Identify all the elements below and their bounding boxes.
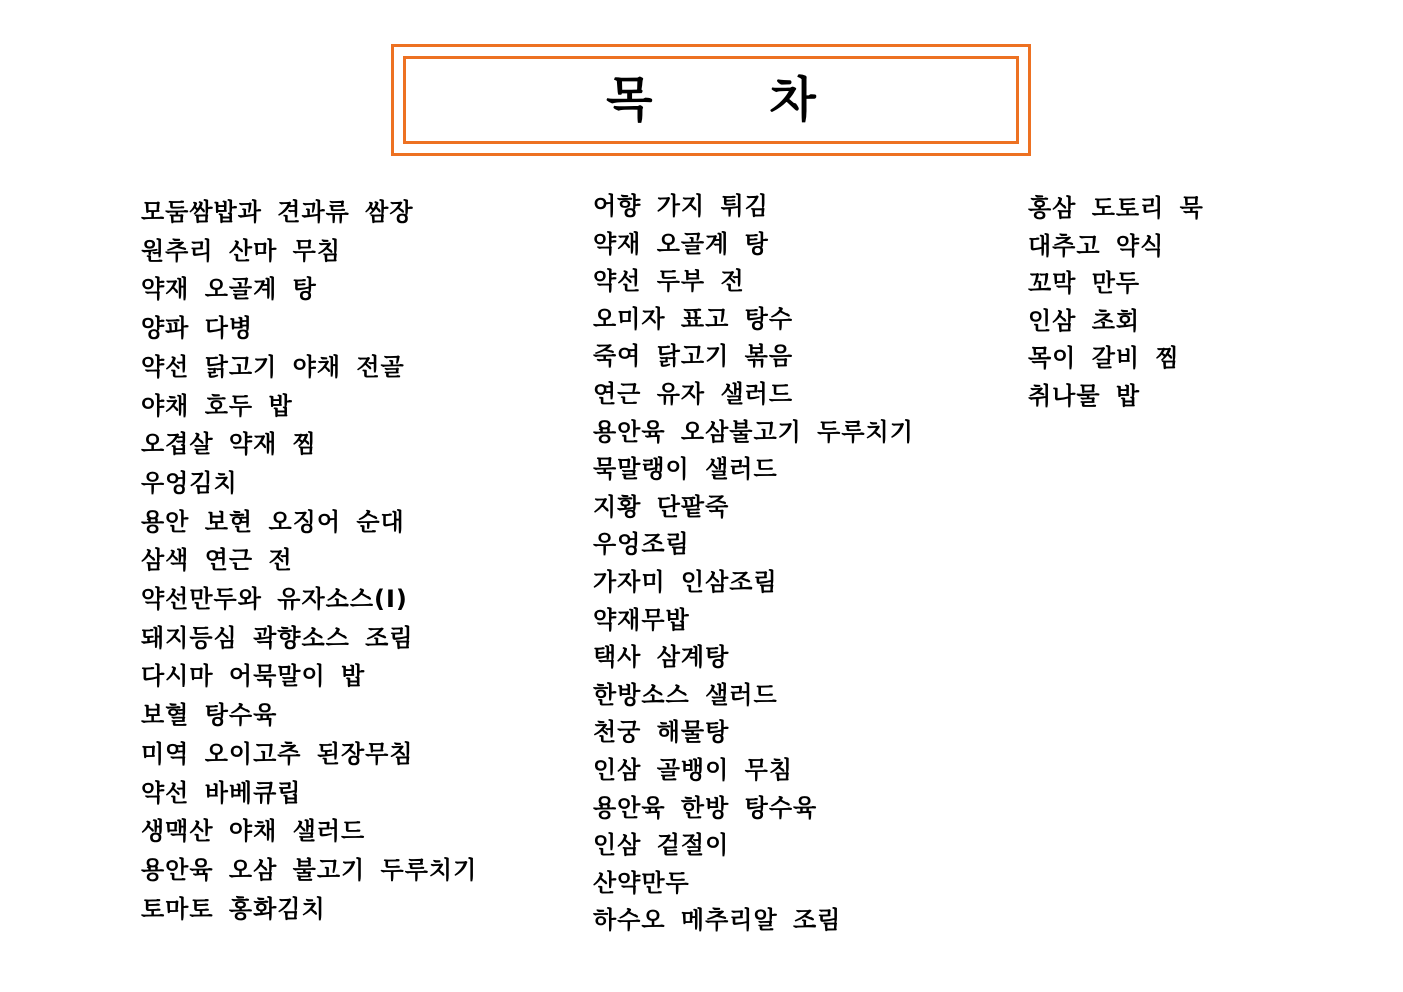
toc-item: 약재 오골계 탕 [593,229,769,258]
toc-item: 약선 두부 전 [593,267,745,296]
toc-item: 돼지등심 곽향소스 조림 [141,623,414,652]
toc-item: 약재 오골계 탕 [141,275,317,304]
toc-item: 용안 보현 오징어 순대 [141,507,405,536]
toc-item: 토마토 홍화김치 [141,894,326,923]
toc-title: 목 차 [606,72,816,128]
toc-item: 연근 유자 샐러드 [593,380,793,408]
toc-item: 가자미 인삼조림 [593,568,778,596]
toc-item: 우엉김치 [141,468,238,497]
toc-item: 인삼 초회 [1028,306,1141,335]
toc-item: 택사 삼계탕 [593,643,730,672]
toc-item: 대추고 약식 [1028,231,1165,260]
toc-item: 생맥산 야채 샐러드 [141,817,366,846]
toc-item: 묵말랭이 샐러드 [593,455,778,484]
toc-title-box [391,44,1031,156]
toc-item: 양파 다병 [141,314,254,343]
toc-item: 꼬막 만두 [1028,269,1141,298]
toc-item: 야채 호두 밥 [141,391,293,420]
toc-item: 홍삼 도토리 묵 [1028,194,1204,222]
toc-item: 오겹살 약재 찜 [141,430,317,459]
toc-item: 하수오 메추리알 조림 [593,906,842,935]
toc-item: 용안육 오삼불고기 두루치기 [593,417,914,446]
toc-item: 천궁 해물탕 [593,718,730,747]
toc-item: 인삼 겉절이 [593,831,730,860]
toc-item: 약선 닭고기 야채 전골 [141,352,405,381]
toc-item: 삼색 연근 전 [141,546,293,575]
toc-item: 어향 가지 튀김 [593,192,769,220]
toc-item: 용안육 오삼 불고기 두루치기 [141,855,478,884]
toc-item: 모둠쌈밥과 견과류 쌈장 [141,198,414,226]
toc-item: 산약만두 [593,868,690,897]
toc-item: 우엉조림 [593,530,690,559]
toc-item: 약선만두와 유자소스(I) [141,585,408,613]
toc-item: 원추리 산마 무침 [141,236,341,265]
toc-item: 미역 오이고추 된장무침 [141,739,414,768]
toc-title-inner-box [403,56,1019,144]
toc-item: 지황 단팥죽 [593,492,730,521]
toc-item: 목이 갈비 찜 [1028,344,1180,373]
toc-item: 용안육 한방 탕수육 [593,793,818,822]
toc-item: 죽여 닭고기 볶음 [593,342,793,371]
toc-item: 약선 바베큐립 [141,778,302,807]
toc-item: 취나물 밥 [1028,382,1141,410]
toc-item: 오미자 표고 탕수 [593,304,793,333]
toc-item: 인삼 골뱅이 무침 [593,756,793,784]
toc-item: 한방소스 샐러드 [593,680,778,709]
toc-item: 다시마 어묵말이 밥 [141,662,366,691]
toc-item: 보혈 탕수육 [141,701,278,730]
toc-item: 약재무밥 [593,605,690,634]
